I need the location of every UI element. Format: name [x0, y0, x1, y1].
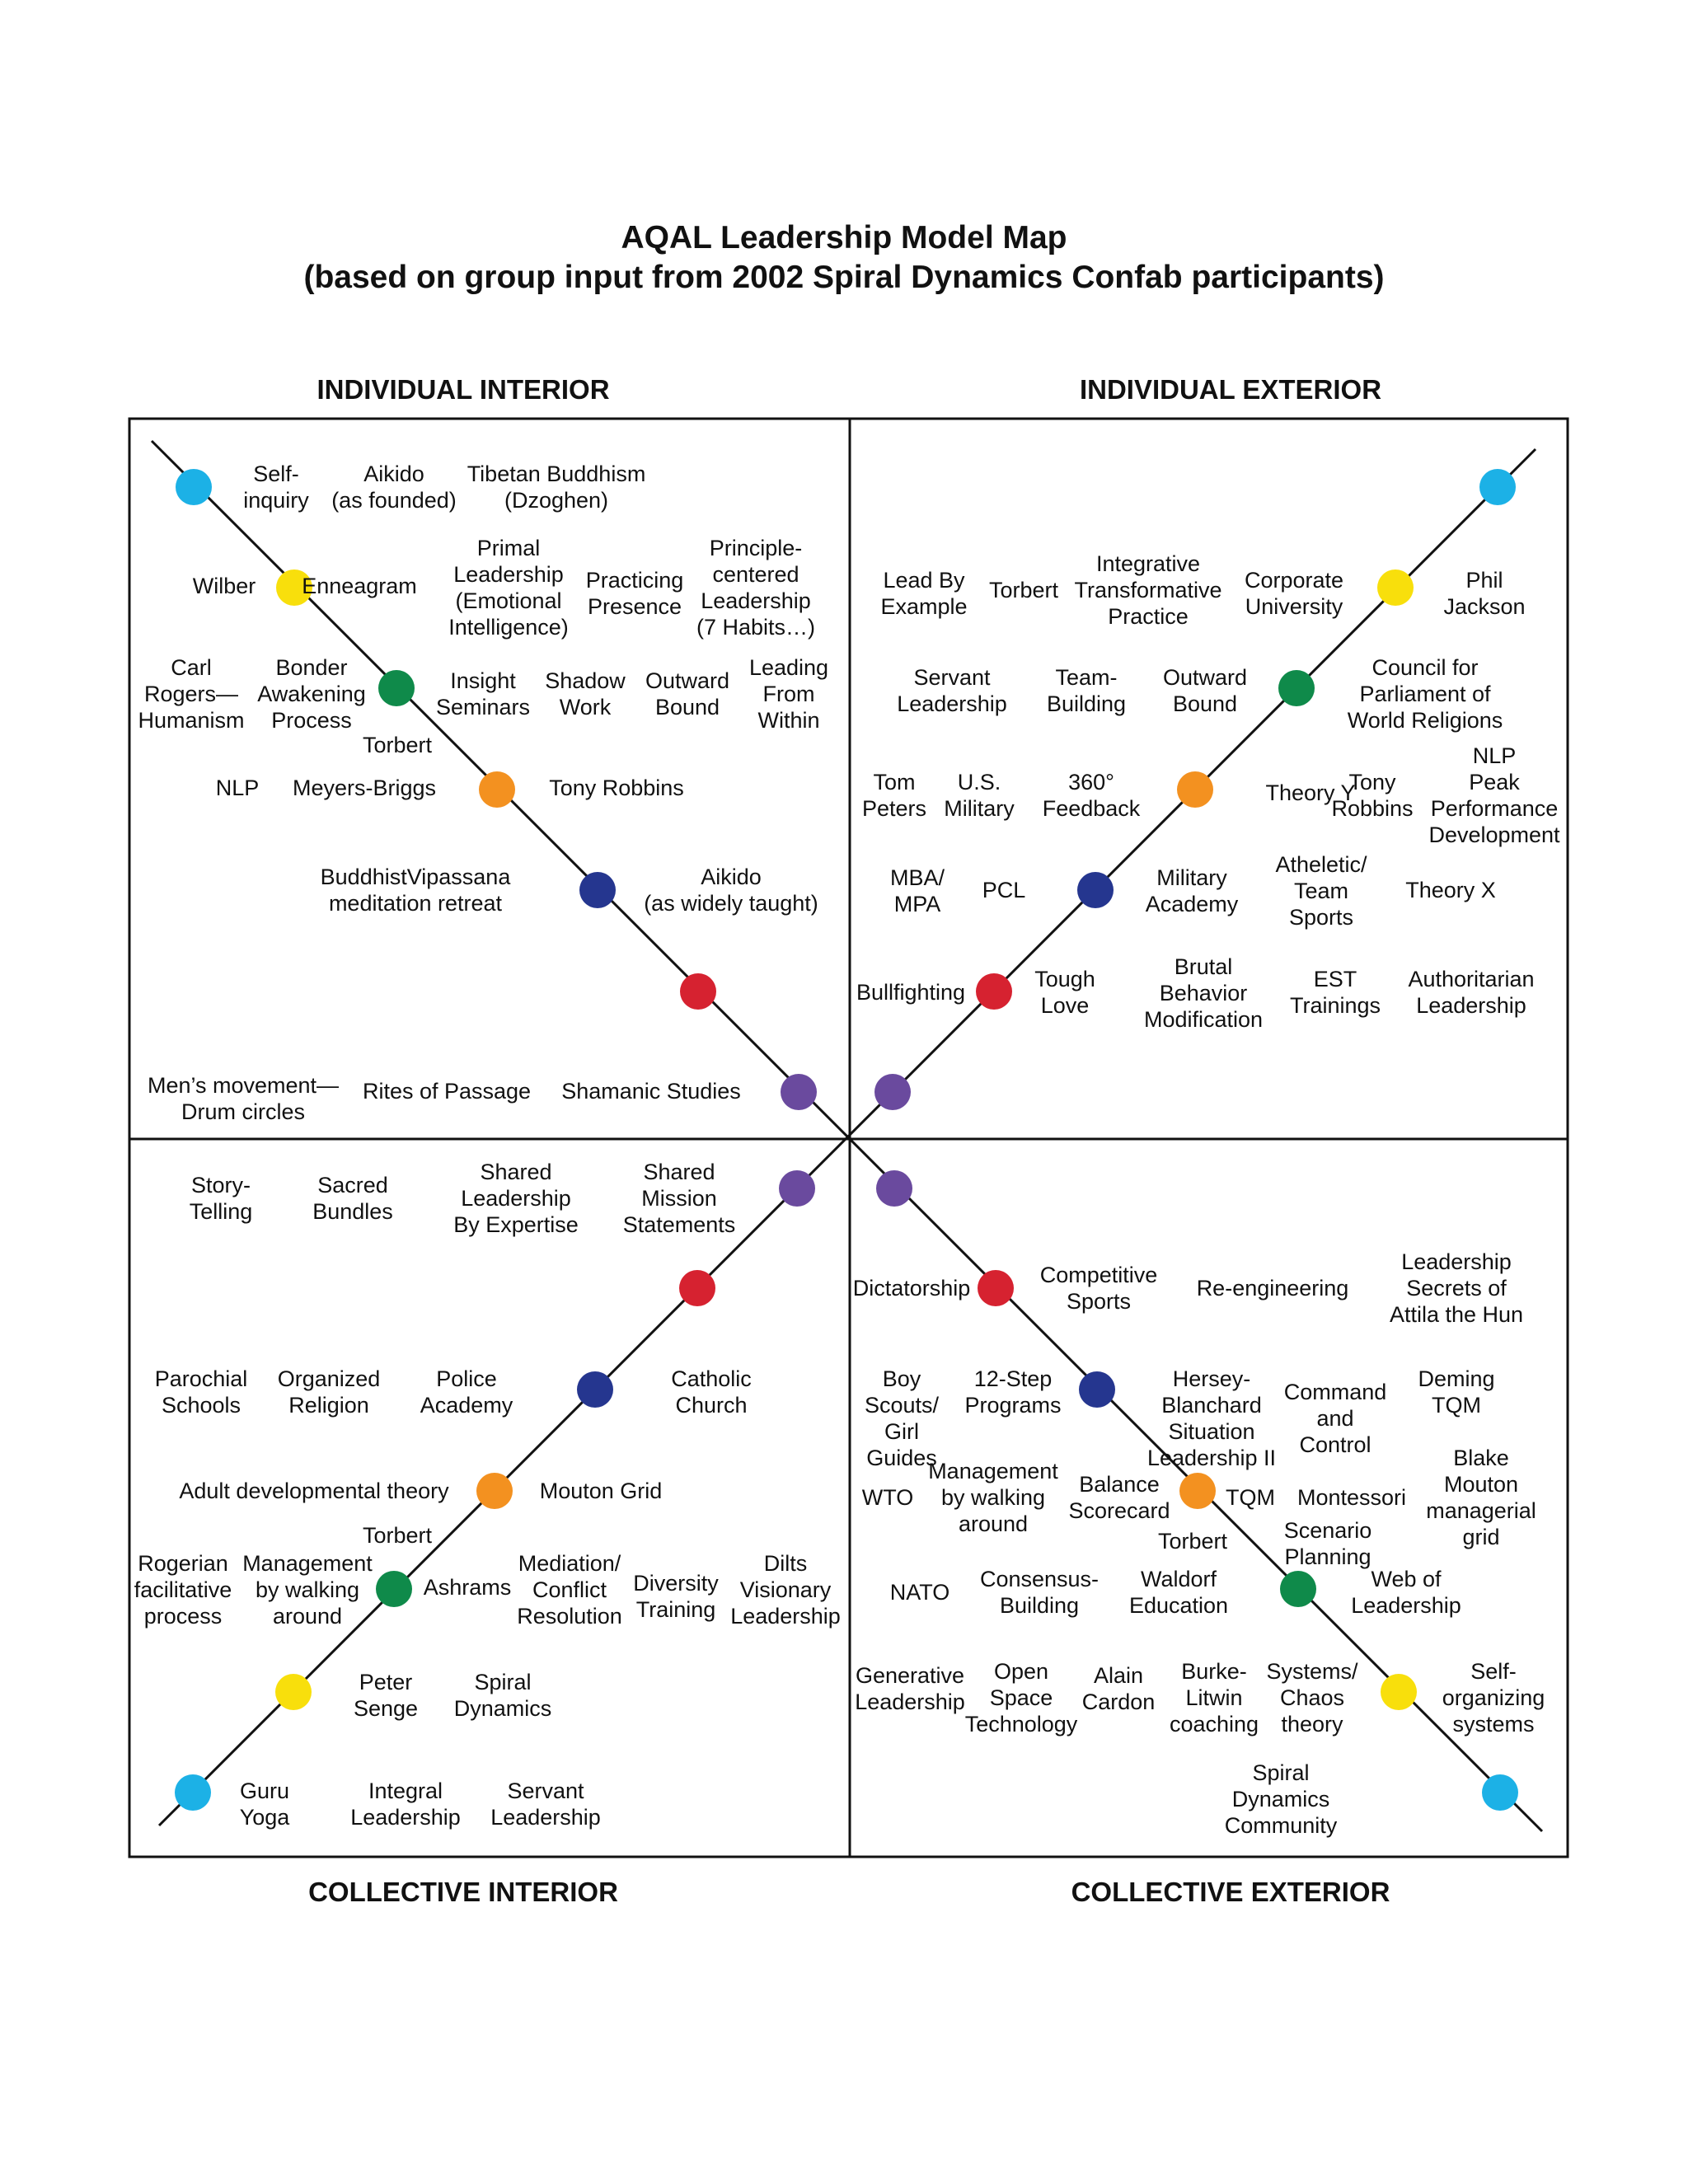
q3-label: Diversity Training: [633, 1571, 719, 1622]
q4-label: Competitive Sports: [1039, 1263, 1158, 1314]
q1-label: Shadow Work: [545, 668, 626, 719]
header-individual-interior: INDIVIDUAL INTERIOR: [316, 374, 610, 405]
q2-label: Atheletic/ Team Sports: [1275, 852, 1367, 930]
q4-label: Torbert: [1157, 1529, 1228, 1554]
q2-label: PCL: [982, 878, 1026, 902]
q3-label: Spiral Dynamics: [453, 1670, 552, 1721]
q4-label: Alain Cardon: [1081, 1663, 1156, 1714]
q3-label: Sacred Bundles: [312, 1173, 393, 1224]
q2-label: Military Academy: [1145, 865, 1239, 916]
q4-label: Hersey- Blanchard Situation Leadership II: [1146, 1366, 1277, 1470]
q4-label: Web of Leadership: [1351, 1567, 1461, 1618]
q4-label: Self- organizing systems: [1442, 1659, 1545, 1736]
q1-label: Carl Rogers— Humanism: [138, 655, 245, 733]
q4-label: Deming TQM: [1418, 1366, 1495, 1418]
q4-label: TQM: [1226, 1485, 1275, 1510]
q1-label: Tibetan Buddhism (Dzoghen): [467, 462, 646, 513]
yellow-level-dot: [1381, 1674, 1417, 1710]
q2-label: Council for Parliament of World Religions: [1347, 655, 1503, 733]
q4-label: Open Space Technology: [964, 1659, 1078, 1736]
q2-label: U.S. Military: [944, 770, 1015, 821]
q2-label: Servant Leadership: [897, 665, 1007, 716]
turquoise-level-dot: [176, 469, 212, 505]
q1-label: Principle- centered Leadership (7 Habits…): [696, 536, 816, 640]
q4-label: Montessori: [1296, 1485, 1407, 1510]
q4-label: Blake Mouton managerial grid: [1426, 1446, 1536, 1549]
q2-label: Tough Love: [1034, 967, 1095, 1018]
q1-label: Outward Bound: [645, 668, 730, 719]
blue-level-dot: [579, 872, 616, 908]
q1-label: Meyers-Briggs: [292, 776, 437, 800]
header-collective-interior: COLLECTIVE INTERIOR: [308, 1877, 618, 1907]
green-level-dot: [1278, 670, 1315, 706]
q2-label: Corporate University: [1244, 568, 1344, 619]
q3-label: Servant Leadership: [490, 1779, 601, 1830]
q2-label: Bullfighting: [856, 980, 966, 1005]
q1-label: Practicing Presence: [585, 568, 684, 619]
q3-label: Peter Senge: [353, 1670, 419, 1721]
q1-label: NLP: [215, 776, 260, 800]
q3-label: Torbert: [362, 1523, 433, 1548]
turquoise-level-dot: [1482, 1774, 1518, 1811]
q4-label: Balance Scorecard: [1068, 1472, 1170, 1523]
q1-label: Tony Robbins: [549, 776, 684, 800]
q4-label: Systems/ Chaos theory: [1266, 1659, 1358, 1736]
purple-level-dot: [779, 1170, 815, 1207]
map-title: AQAL Leadership Model Map: [621, 220, 1067, 255]
q1-label: BuddhistVipassana meditation retreat: [320, 865, 511, 916]
q4-label: Command and Control: [1283, 1380, 1387, 1457]
green-level-dot: [378, 670, 415, 706]
q2-label: Authoritarian Leadership: [1408, 967, 1535, 1018]
purple-level-dot: [781, 1074, 817, 1110]
green-level-dot: [376, 1571, 412, 1607]
q2-label: Tony Robbins: [1331, 770, 1414, 821]
q2-label: Torbert: [988, 578, 1059, 602]
q1-label: Men’s movement— Drum circles: [147, 1073, 340, 1124]
q2-label: Theory X: [1405, 878, 1496, 902]
q3-label: Guru Yoga: [239, 1779, 290, 1830]
q4-label: WTO: [861, 1485, 914, 1510]
orange-level-dot: [1179, 1473, 1216, 1509]
q2-label: MBA/ MPA: [889, 865, 945, 916]
blue-level-dot: [1079, 1371, 1115, 1408]
q2-label: Brutal Behavior Modification: [1143, 954, 1264, 1032]
yellow-level-dot: [1377, 569, 1414, 606]
q1-label: Primal Leadership (Emotional Intelligence): [448, 536, 569, 640]
q4-label: Generative Leadership: [855, 1663, 965, 1714]
q4-label: Boy Scouts/ Girl Guides: [864, 1366, 940, 1470]
orange-level-dot: [479, 771, 515, 808]
q4-label: Spiral Dynamics Community: [1224, 1760, 1338, 1838]
q2-label: Theory Y: [1265, 780, 1356, 805]
blue-level-dot: [1077, 872, 1114, 908]
q3-label: Adult developmental theory: [179, 1479, 449, 1503]
red-level-dot: [679, 1270, 715, 1306]
q3-label: Dilts Visionary Leadership: [730, 1551, 841, 1629]
q1-label: Torbert: [362, 733, 433, 757]
q4-label: Burke- Litwin coaching: [1169, 1659, 1259, 1736]
q3-label: Mouton Grid: [539, 1479, 663, 1503]
q2-label: Lead By Example: [880, 568, 968, 619]
q1-label: Aikido (as founded): [331, 462, 457, 513]
q3-label: Ashrams: [423, 1575, 512, 1600]
q2-label: 360° Feedback: [1042, 770, 1141, 821]
q4-label: Dictatorship: [852, 1276, 971, 1301]
q4-label: Leadership Secrets of Attila the Hun: [1389, 1249, 1524, 1327]
q1-label: Wilber: [192, 574, 256, 598]
q3-label: Management by walking around: [242, 1551, 373, 1629]
turquoise-level-dot: [1479, 469, 1516, 505]
q1-label: Leading From Within: [748, 655, 829, 733]
purple-level-dot: [874, 1074, 911, 1110]
q4-label: Scenario Planning: [1283, 1518, 1372, 1569]
q3-label: Rogerian facilitative process: [134, 1551, 232, 1629]
q2-label: Phil Jackson: [1443, 568, 1526, 619]
red-level-dot: [976, 973, 1012, 1010]
purple-level-dot: [876, 1170, 912, 1207]
orange-level-dot: [1177, 771, 1213, 808]
q2-label: Tom Peters: [861, 770, 927, 821]
q1-label: Self- inquiry: [243, 462, 309, 513]
blue-level-dot: [577, 1371, 613, 1408]
red-level-dot: [978, 1270, 1014, 1306]
q3-label: Organized Religion: [277, 1366, 381, 1418]
q2-label: NLP Peak Performance Development: [1428, 743, 1560, 847]
turquoise-level-dot: [175, 1774, 211, 1811]
q2-label: EST Trainings: [1289, 967, 1381, 1018]
header-collective-exterior: COLLECTIVE EXTERIOR: [1071, 1877, 1390, 1907]
q3-label: Parochial Schools: [154, 1366, 248, 1418]
q4-label: Management by walking around: [928, 1459, 1058, 1536]
q1-label: Shamanic Studies: [561, 1079, 741, 1104]
map-subtitle: (based on group input from 2002 Spiral Dynamics Confab participants): [303, 260, 1385, 295]
q1-label: Insight Seminars: [435, 668, 531, 719]
q3-label: Shared Leadership By Expertise: [453, 1160, 579, 1237]
q2-label: Team- Building: [1046, 665, 1127, 716]
q4-label: 12-Step Programs: [964, 1366, 1062, 1418]
q4-label: Waldorf Education: [1128, 1567, 1229, 1618]
q3-label: Integral Leadership: [350, 1779, 461, 1830]
header-individual-exterior: INDIVIDUAL EXTERIOR: [1079, 374, 1382, 405]
q4-label: NATO: [889, 1580, 950, 1605]
q2-label: Outward Bound: [1162, 665, 1248, 716]
green-level-dot: [1280, 1571, 1316, 1607]
q1-label: Aikido (as widely taught): [644, 865, 818, 916]
q4-label: Re-engineering: [1196, 1276, 1349, 1301]
q3-label: Shared Mission Statements: [622, 1160, 736, 1237]
q3-label: Story- Telling: [189, 1173, 253, 1224]
q3-label: Police Academy: [420, 1366, 513, 1418]
q3-label: Mediation/ Conflict Resolution: [517, 1551, 622, 1629]
red-level-dot: [680, 973, 716, 1010]
q2-label: Integrative Transformative Practice: [1074, 551, 1222, 629]
q4-label: Consensus- Building: [979, 1567, 1100, 1618]
orange-level-dot: [476, 1473, 513, 1509]
q1-label: Bonder Awakening Process: [257, 655, 366, 733]
yellow-level-dot: [275, 1674, 312, 1710]
q1-label: Enneagram: [302, 574, 417, 598]
q1-label: Rites of Passage: [362, 1079, 532, 1104]
q3-label: Catholic Church: [671, 1366, 752, 1418]
